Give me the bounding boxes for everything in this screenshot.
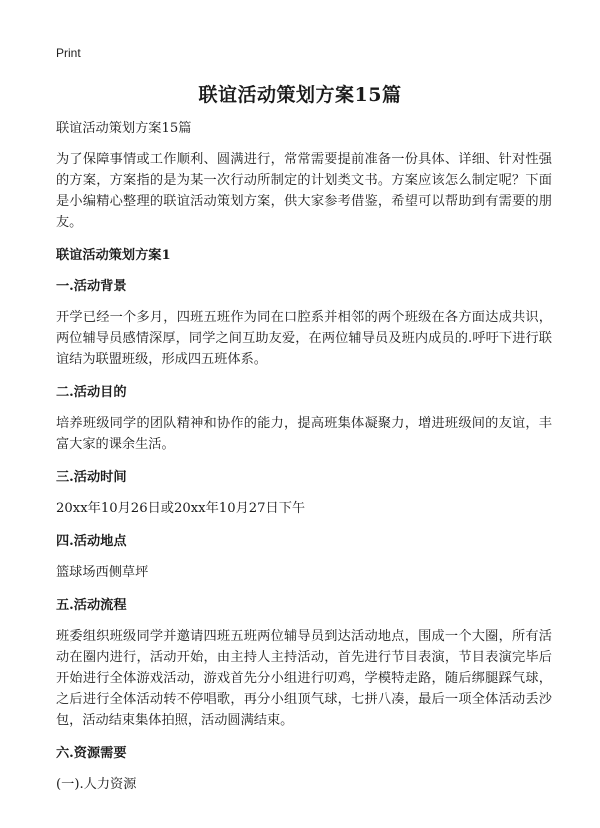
subtitle: 联谊活动策划方案15篇 [56,121,192,136]
resources-subheading: (一).人力资源 [56,777,137,792]
print-link[interactable]: Print [56,46,81,60]
time-paragraph: 20xx年10月26日或20xx年10月27日下午 [56,501,306,516]
intro-paragraph: 为了保障事情或工作顺利、圆满进行，常常需要提前准备一份具体、详细、针对性强的方案，方案指的是为某一次行动所制定的计划类文书。方案应该怎么制定呢？下面是小编精心整理的联谊活动策划方案，供大家参考借鉴，希望可以帮助到有需要的朋友。 [56,152,552,230]
time-heading: 三.活动时间 [56,470,127,485]
place-paragraph: 篮球场西侧草坪 [56,565,149,580]
process-paragraph: 班委组织班级同学并邀请四班五班两位辅导员到达活动地点，围成一个大圈，所有活动在圈内进行，活动开始，由主持人主持活动，首先进行节目表演，节目表演完毕后开始进行全体游戏活动，游戏首先分小组进行叨鸡，学模特走路，随后绑腿踩气球，之后进行全体活动转不停唱歌，再分小组顶气球，七拼八凑，最后一项全体活动丢沙包，活动结束集体拍照，活动圆满结束。 [56,629,552,728]
page-title: 联谊活动策划方案15篇 [198,84,402,106]
purpose-heading: 二.活动目的 [56,385,127,400]
resources-heading: 六.资源需要 [56,746,127,761]
process-heading: 五.活动流程 [56,598,127,613]
background-paragraph: 开学已经一个多月，四班五班作为同在口腔系并相邻的两个班级在各方面达成共识，两位辅导员感情深厚，同学之间互助友爱，在两位辅导员及班内成员的.呼吁下进行联谊结为联盟班级，形成四五班体系。 [56,310,552,367]
document-body [56,118,552,795]
background-heading: 一.活动背景 [56,279,127,294]
purpose-paragraph: 培养班级同学的团队精神和协作的能力，提高班集体凝聚力，增进班级间的友谊，丰富大家的课余生活。 [56,416,552,452]
place-heading: 四.活动地点 [56,534,127,549]
section-heading: 联谊活动策划方案1 [56,248,171,263]
